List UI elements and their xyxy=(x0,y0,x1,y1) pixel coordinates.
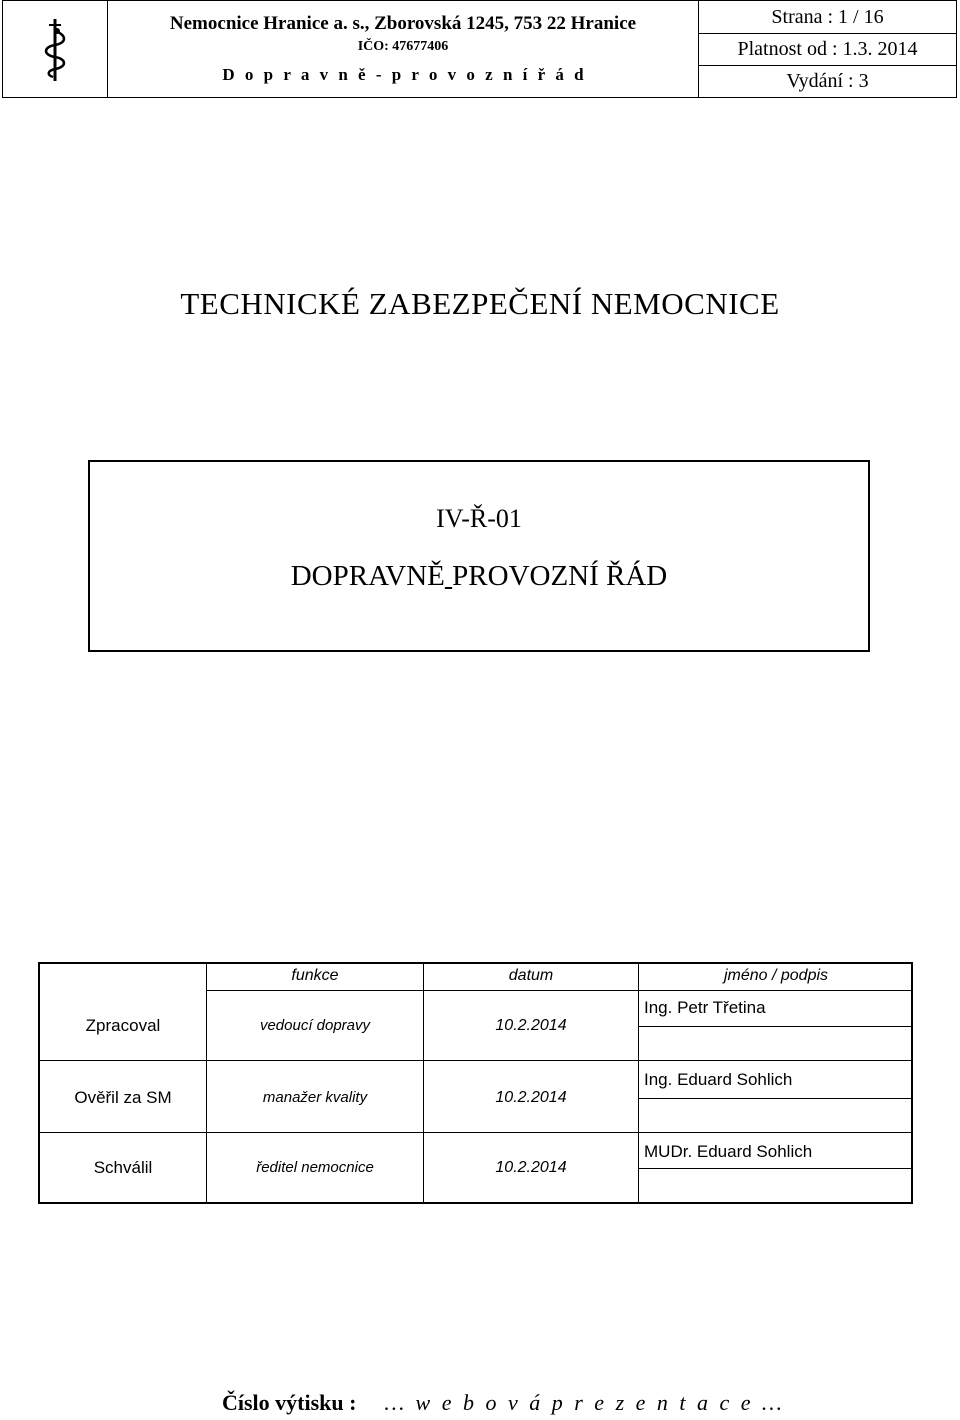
approval-table xyxy=(38,962,913,1204)
row-divider xyxy=(40,1060,911,1061)
rod-of-asclepius-icon xyxy=(33,15,77,85)
dotted-divider xyxy=(108,97,698,98)
column-header-date: datum xyxy=(508,967,554,984)
row-person: Ing. Petr Třetina xyxy=(644,998,766,1017)
edition-number: Vydání : 3 xyxy=(786,70,869,92)
header-title-cell xyxy=(108,1,699,97)
row-function: vedoucí dopravy xyxy=(259,1017,371,1034)
row-function: ředitel nemocnice xyxy=(256,1159,374,1176)
copy-number-label: Číslo výtisku : xyxy=(222,1390,357,1415)
copy-number-line xyxy=(222,1390,785,1416)
document-name xyxy=(90,560,868,593)
signature-divider xyxy=(638,1098,911,1099)
valid-from: Platnost od : 1.3. 2014 xyxy=(699,33,956,66)
row-role: Schválil xyxy=(93,1158,153,1177)
row-role: Ověřil za SM xyxy=(74,1088,172,1107)
row-date: 10.2.2014 xyxy=(495,1089,567,1106)
document-name-part1: DOPRAVNĚ xyxy=(290,560,445,592)
signature-divider xyxy=(638,1026,911,1027)
row-person: Ing. Eduard Sohlich xyxy=(644,1070,793,1089)
organization-ico: IČO: 47677406 xyxy=(357,39,449,54)
document-code-box xyxy=(88,460,870,652)
column-divider xyxy=(638,964,639,1202)
row-function: manažer kvality xyxy=(262,1089,368,1106)
page-title: TECHNICKÉ ZABEZPEČENÍ NEMOCNICE xyxy=(180,286,780,321)
signature-divider xyxy=(638,1168,911,1169)
header-divider xyxy=(206,990,911,991)
row-role: Zpracoval xyxy=(85,1016,161,1035)
copy-number-value: … w e b o v á p r e z e n t a c e … xyxy=(384,1390,785,1415)
document-type: D o p r a v n ě - p r o v o z n í ř á d xyxy=(222,65,584,84)
document-code: IV-Ř-01 xyxy=(436,504,522,533)
page-number: Strana : 1 / 16 xyxy=(699,1,956,34)
organization-address: Nemocnice Hranice a. s., Zborovská 1245, 753 22 Hranice xyxy=(169,13,637,34)
row-date: 10.2.2014 xyxy=(495,1017,567,1034)
column-header-name-signature: jméno / podpis xyxy=(723,967,829,984)
column-header-function: funkce xyxy=(291,967,339,984)
logo-cell xyxy=(3,1,108,97)
document-header xyxy=(2,0,957,98)
row-person: MUDr. Eduard Sohlich xyxy=(644,1142,813,1161)
document-meta-cell xyxy=(699,1,956,97)
document-name-part2: PROVOZNÍ ŘÁD xyxy=(452,560,668,592)
row-date: 10.2.2014 xyxy=(495,1159,567,1176)
row-divider xyxy=(40,1132,911,1133)
